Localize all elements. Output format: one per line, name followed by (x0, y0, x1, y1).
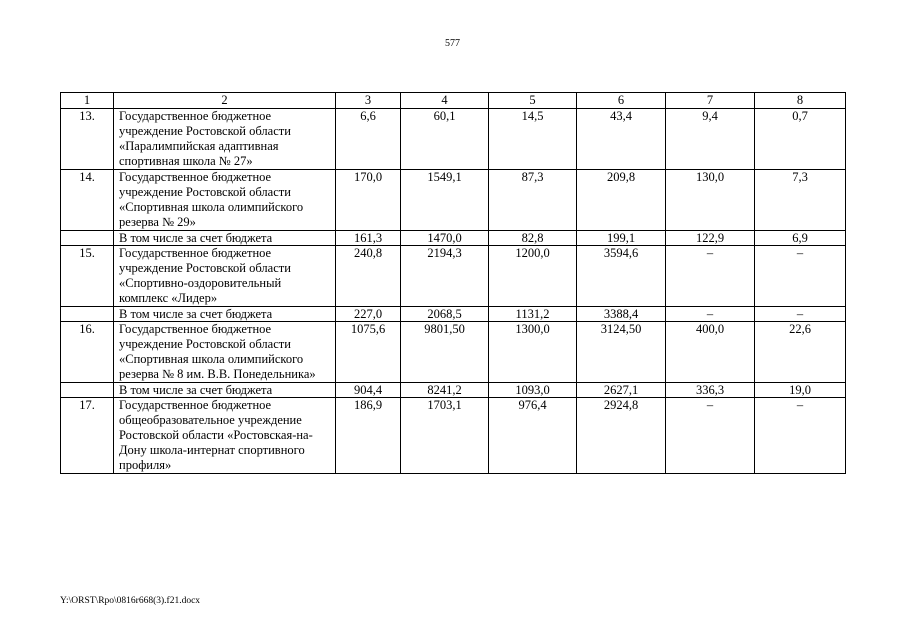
value-cell: 60,1 (401, 109, 489, 170)
row-number: 16. (61, 322, 114, 383)
table-row (61, 109, 846, 170)
value-cell: 14,5 (489, 109, 577, 170)
footer-file-path: Y:\ORST\Rpo\0816r668(3).f21.docx (60, 596, 201, 606)
value-cell: 87,3 (489, 170, 577, 231)
value-cell: 1549,1 (401, 170, 489, 231)
value-cell: 3594,6 (577, 246, 666, 307)
institution-name: Государственное бюджетное учреждение Ростовской области «Спортивно-оздоровительный комплекс «Лидер» (114, 246, 336, 307)
value-cell: – (755, 246, 846, 307)
table-row-budget (61, 307, 846, 322)
value-cell: 19,0 (755, 383, 846, 398)
table-row-budget (61, 231, 846, 246)
header-cell: 6 (577, 93, 666, 109)
table-header-row (61, 93, 846, 109)
value-cell: 9,4 (666, 109, 755, 170)
value-cell: 1703,1 (401, 398, 489, 474)
institution-name: Государственное бюджетное учреждение Ростовской области «Спортивная школа олимпийского резерва № 29» (114, 170, 336, 231)
value-cell: 1300,0 (489, 322, 577, 383)
row-number: 15. (61, 246, 114, 307)
value-cell: 1093,0 (489, 383, 577, 398)
value-cell: 1200,0 (489, 246, 577, 307)
value-cell: 170,0 (336, 170, 401, 231)
institution-name: Государственное бюджетное общеобразовательное учреждение Ростовской области «Ростовская-на-Дону школа-интернат спортивного профиля» (114, 398, 336, 474)
row-number (61, 231, 114, 246)
budget-label: В том числе за счет бюджета (114, 231, 336, 246)
header-cell: 7 (666, 93, 755, 109)
value-cell: 0,7 (755, 109, 846, 170)
value-cell: 3124,50 (577, 322, 666, 383)
data-table (60, 92, 846, 474)
value-cell: – (666, 307, 755, 322)
value-cell: 199,1 (577, 231, 666, 246)
value-cell: 161,3 (336, 231, 401, 246)
value-cell: 1131,2 (489, 307, 577, 322)
row-number: 13. (61, 109, 114, 170)
value-cell: – (755, 307, 846, 322)
value-cell: 3388,4 (577, 307, 666, 322)
budget-label: В том числе за счет бюджета (114, 383, 336, 398)
value-cell: 2627,1 (577, 383, 666, 398)
value-cell: 2068,5 (401, 307, 489, 322)
value-cell: 6,9 (755, 231, 846, 246)
value-cell: – (666, 398, 755, 474)
value-cell: 8241,2 (401, 383, 489, 398)
header-cell: 3 (336, 93, 401, 109)
value-cell: 6,6 (336, 109, 401, 170)
table-row (61, 398, 846, 474)
row-number (61, 307, 114, 322)
value-cell: 2924,8 (577, 398, 666, 474)
value-cell: 82,8 (489, 231, 577, 246)
value-cell: 227,0 (336, 307, 401, 322)
page-number: 577 (445, 38, 460, 49)
table-row (61, 322, 846, 383)
row-number (61, 383, 114, 398)
row-number: 14. (61, 170, 114, 231)
institution-name: Государственное бюджетное учреждение Ростовской области «Паралимпийская адаптивная спортивная школа № 27» (114, 109, 336, 170)
value-cell: 22,6 (755, 322, 846, 383)
budget-label: В том числе за счет бюджета (114, 307, 336, 322)
value-cell: 130,0 (666, 170, 755, 231)
value-cell: 1470,0 (401, 231, 489, 246)
table-row-budget (61, 383, 846, 398)
header-cell: 2 (114, 93, 336, 109)
header-cell: 1 (61, 93, 114, 109)
value-cell: 122,9 (666, 231, 755, 246)
value-cell: 400,0 (666, 322, 755, 383)
value-cell: – (666, 246, 755, 307)
value-cell: 240,8 (336, 246, 401, 307)
header-cell: 5 (489, 93, 577, 109)
row-number: 17. (61, 398, 114, 474)
value-cell: 7,3 (755, 170, 846, 231)
value-cell: – (755, 398, 846, 474)
table-row (61, 246, 846, 307)
value-cell: 186,9 (336, 398, 401, 474)
value-cell: 976,4 (489, 398, 577, 474)
header-cell: 8 (755, 93, 846, 109)
value-cell: 336,3 (666, 383, 755, 398)
value-cell: 43,4 (577, 109, 666, 170)
value-cell: 1075,6 (336, 322, 401, 383)
institution-name: Государственное бюджетное учреждение Ростовской области «Спортивная школа олимпийского резерва № 8 им. В.В. Понедельника» (114, 322, 336, 383)
table-row (61, 170, 846, 231)
value-cell: 2194,3 (401, 246, 489, 307)
value-cell: 209,8 (577, 170, 666, 231)
header-cell: 4 (401, 93, 489, 109)
value-cell: 904,4 (336, 383, 401, 398)
value-cell: 9801,50 (401, 322, 489, 383)
